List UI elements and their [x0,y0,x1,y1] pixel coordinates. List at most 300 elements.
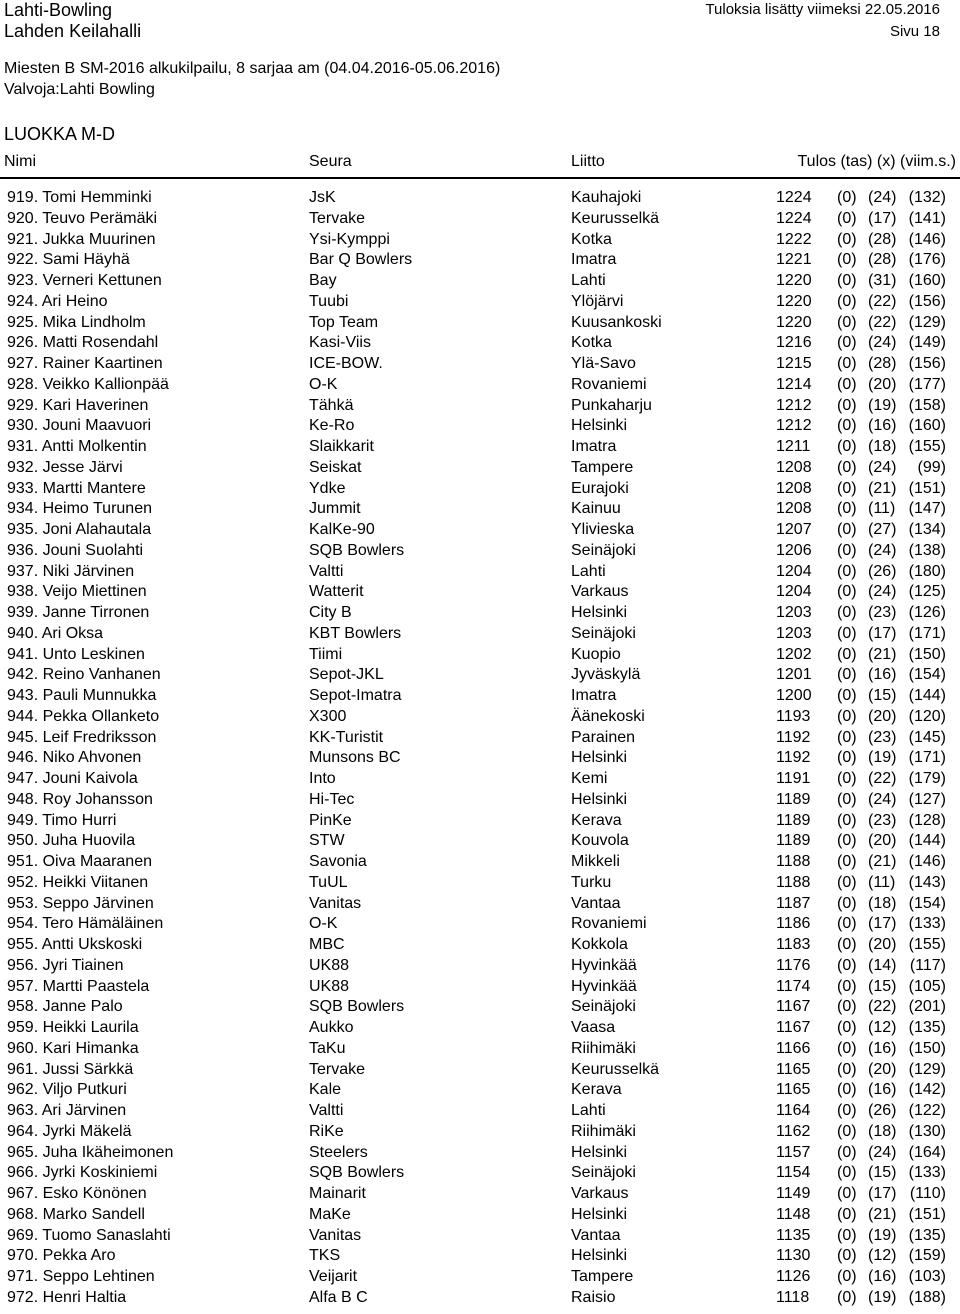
score-cell: 1222 [776,230,812,248]
league-cell: Kokkola [571,936,628,953]
rank-cell: 965. [7,1143,39,1161]
name-text: Seppo Lehtinen [42,1268,155,1285]
name-text: Roy Johansson [42,790,153,808]
x-cell: (14) [868,956,897,974]
x-cell: (11) [868,873,896,891]
table-row [0,811,960,832]
score-cell: 1220 [776,292,812,310]
class-title: LUOKKA M-D [4,124,116,144]
x-cell: (12) [868,1247,897,1265]
club-cell: SQB Bowlers [309,1164,405,1182]
last-series-cell: (110) [909,1185,946,1202]
score-cell: 1201 [776,666,812,684]
x-cell: (19) [868,1226,897,1244]
handicap-cell: (0) [837,956,857,974]
name-text: Joni Alahautala [42,521,152,538]
score-cell: 1191 [776,770,811,787]
player-name [7,1246,116,1266]
x-cell: (15) [868,687,897,704]
name-text: Tero Hämäläinen [42,915,164,933]
last-series-cell: (143) [908,873,946,891]
league-cell: Helsinki [571,417,628,435]
rank-cell: 972. [7,1288,39,1306]
club-cell: RiKe [309,1122,344,1140]
table-row [0,230,960,251]
score-cell: 1220 [776,272,812,289]
table-row [0,790,960,811]
last-series-cell: (180) [908,562,946,580]
table-row [0,956,960,977]
rank-cell: 932. [7,458,39,476]
name-text: Henri Haltia [42,1288,127,1306]
club-cell: Vanitas [309,894,362,912]
player-name [7,313,146,333]
last-series-cell: (151) [908,1205,946,1223]
x-cell: (20) [868,1060,897,1078]
league-cell: Keurusselkä [571,209,660,227]
x-cell: (28) [868,251,897,269]
handicap-cell: (0) [837,1185,857,1202]
last-series-cell: (126) [908,604,946,621]
score-cell: 1154 [776,1164,811,1182]
league-cell: Seinäjoki [571,1164,636,1182]
table-row [0,935,960,956]
club-cell: X300 [309,707,347,725]
league-cell: Helsinki [571,749,628,767]
club-cell: KK-Turistit [309,728,384,746]
table-row [0,977,960,998]
league-cell: Imatra [571,438,617,455]
rank-cell: 923. [7,272,39,289]
score-cell: 1212 [776,396,812,414]
rank-cell: 935. [7,521,39,538]
handicap-cell: (0) [837,1060,857,1078]
handicap-cell: (0) [837,458,857,476]
club-cell: City B [309,604,352,621]
player-name [7,1267,155,1287]
handicap-cell: (0) [837,873,857,891]
score-cell: 1204 [776,583,812,601]
player-name [7,1122,132,1142]
handicap-cell: (0) [837,832,857,850]
score-cell: 1224 [776,189,812,206]
player-name [7,499,152,519]
table-row [0,1018,960,1039]
x-cell: (22) [868,313,897,331]
score-cell: 1130 [776,1247,811,1265]
last-series-cell: (160) [908,417,946,435]
handicap-cell: (0) [837,853,857,870]
league-cell: Imatra [571,251,617,269]
name-text: Kari Himanka [42,1039,139,1057]
name-text: Veijo Miettinen [42,583,147,601]
table-row [0,479,960,500]
last-series-cell: (150) [908,645,946,663]
handicap-cell: (0) [837,687,857,704]
last-series-cell: (141) [908,209,946,227]
last-series-cell: (142) [908,1081,946,1099]
name-text: Timo Hurri [42,811,117,829]
name-text: Niki Järvinen [42,562,135,580]
table-row [0,188,960,209]
player-name [7,520,151,540]
name-text: Veikko Kallionpää [42,375,169,393]
club-cell: Hi-Tec [309,790,355,808]
player-name [7,541,143,561]
score-cell: 1220 [776,313,812,331]
league-cell: Turku [571,873,612,891]
x-cell: (26) [868,1102,897,1119]
handicap-cell: (0) [837,1288,857,1306]
table-row [0,665,960,686]
last-series-cell: (159) [908,1247,946,1265]
score-cell: 1211 [776,438,811,455]
x-cell: (15) [868,1164,897,1182]
league-cell: Kotka [571,230,612,248]
handicap-cell: (0) [837,479,857,497]
table-row [0,437,960,458]
x-cell: (11) [868,500,896,518]
table-row [0,582,960,603]
x-cell: (24) [868,1143,897,1161]
x-cell: (21) [868,853,897,870]
player-name [7,769,138,789]
league-cell: Varkaus [571,583,629,601]
handicap-cell: (0) [837,749,857,767]
club-cell: JsK [309,189,336,206]
competition-title: Miesten B SM-2016 alkukilpailu, 8 sarjaa am (04.04.2016-05.06.2016) [4,60,501,77]
rank-cell: 928. [7,375,39,393]
name-text: Antti Molkentin [41,438,147,455]
x-cell: (19) [868,396,897,414]
player-name [7,873,148,893]
column-header-result: Tulos (tas) (x) (viim.s.) [797,153,956,170]
table-row [0,769,960,790]
league-cell: Seinäjoki [571,541,636,559]
player-name [7,956,124,976]
handicap-cell: (0) [837,1081,857,1099]
club-cell: O-K [309,915,338,933]
club-cell: ICE-BOW. [309,355,383,372]
player-name [7,624,103,644]
score-cell: 1216 [776,334,812,352]
last-series-cell: (151) [908,479,946,497]
rank-cell: 949. [7,811,39,829]
player-name [7,458,123,478]
name-text: Oiva Maaranen [42,853,152,870]
player-name [7,603,149,623]
rank-cell: 966. [7,1164,39,1182]
league-cell: Ylivieska [571,521,635,538]
last-series-cell: (129) [908,1060,946,1078]
rank-cell: 927. [7,355,39,372]
last-series-cell: (133) [908,915,946,933]
last-series-cell: (171) [908,624,946,642]
x-cell: (24) [868,189,897,206]
player-name [7,997,123,1017]
score-cell: 1200 [776,687,812,704]
name-text: Antti Ukskoski [41,936,143,953]
last-series-cell: (201) [908,998,946,1016]
score-cell: 1148 [776,1205,811,1223]
club-cell: Kale [309,1081,342,1099]
club-cell: Mainarit [309,1185,366,1202]
page-number: Sivu 18 [889,23,940,40]
x-cell: (18) [868,438,897,455]
rank-cell: 921. [7,230,39,248]
player-name [7,894,154,914]
player-name [7,1039,139,1059]
last-series-cell: (149) [908,334,946,352]
score-cell: 1126 [776,1268,811,1285]
table-row [0,873,960,894]
player-name [7,354,163,374]
score-cell: 1206 [776,541,812,559]
score-cell: 1157 [776,1143,811,1161]
venue-title: Lahden Keilahalli [4,21,142,41]
x-cell: (24) [868,790,897,808]
club-cell: MBC [309,936,345,953]
handicap-cell: (0) [837,894,857,912]
update-date: Tuloksia lisätty viimeksi 22.05.2016 [705,1,940,18]
last-series-cell: (128) [908,811,946,829]
player-name [7,645,145,665]
score-cell: 1207 [776,521,812,538]
handicap-cell: (0) [837,562,857,580]
handicap-cell: (0) [837,292,857,310]
league-cell: Kemi [571,770,608,787]
league-cell: Rovaniemi [571,375,647,393]
rank-cell: 956. [7,956,39,974]
x-cell: (23) [868,604,897,621]
league-cell: Punkaharju [571,396,652,414]
name-text: Juha Huovila [42,832,136,850]
x-cell: (28) [868,355,897,372]
last-series-cell: (144) [908,687,946,704]
club-cell: MaKe [309,1205,351,1223]
rank-cell: 942. [7,666,39,684]
score-cell: 1189 [776,790,811,808]
handicap-cell: (0) [837,583,857,601]
rank-cell: 925. [7,313,39,331]
rank-cell: 961. [7,1060,39,1078]
last-series-cell: (134) [908,521,946,538]
score-cell: 1203 [776,604,812,621]
name-text: Matti Rosendahl [42,334,159,352]
player-name [7,790,153,810]
rank-cell: 951. [7,853,39,870]
x-cell: (18) [868,894,897,912]
table-row [0,271,960,292]
rank-cell: 930. [7,417,39,435]
club-cell: TKS [309,1247,341,1265]
x-cell: (26) [868,562,897,580]
table-row [0,499,960,520]
rank-cell: 954. [7,915,39,933]
club-cell: SQB Bowlers [309,541,405,559]
score-cell: 1118 [776,1288,810,1306]
name-text: Juha Ikäheimonen [42,1143,174,1161]
league-cell: Keurusselkä [571,1060,660,1078]
x-cell: (18) [868,1122,897,1140]
club-cell: PinKe [309,811,352,829]
score-cell: 1135 [776,1226,811,1244]
rank-cell: 947. [7,770,39,787]
name-text: Viljo Putkuri [42,1081,127,1099]
table-row [0,1226,960,1247]
name-text: Marko Sandell [42,1205,145,1223]
handicap-cell: (0) [837,1102,857,1119]
player-name [7,1226,171,1246]
name-text: Jyrki Koskiniemi [42,1164,158,1182]
x-cell: (24) [868,334,897,352]
club-cell: Tähkä [309,396,354,414]
league-cell: Äänekoski [571,707,645,725]
rank-cell: 945. [7,728,39,746]
table-row [0,313,960,334]
league-cell: Varkaus [571,1185,629,1202]
handicap-cell: (0) [837,666,857,684]
handicap-cell: (0) [837,313,857,331]
player-name [7,852,152,872]
club-cell: Vanitas [309,1226,362,1244]
last-series-cell: (117) [909,956,946,974]
player-name [7,977,149,997]
last-series-cell: (146) [908,230,946,248]
player-name [7,686,156,706]
name-text: Sami Häyhä [42,251,130,269]
club-cell: O-K [309,375,338,393]
club-cell: Seiskat [309,458,362,476]
score-cell: 1162 [776,1122,811,1140]
league-cell: Seinäjoki [571,624,636,642]
name-text: Janne Tirronen [42,604,150,621]
club-cell: Ydke [309,479,346,497]
last-series-cell: (120) [908,707,946,725]
club-cell: Sepot-JKL [309,666,384,684]
rank-cell: 971. [7,1268,39,1285]
rank-cell: 924. [7,292,39,310]
rank-cell: 926. [7,334,39,352]
name-text: Jukka Muurinen [42,230,156,248]
table-row [0,707,960,728]
league-cell: Lahti [571,272,606,289]
header-divider [0,177,960,179]
handicap-cell: (0) [837,251,857,269]
player-name [7,728,156,748]
club-cell: Ke-Ro [309,417,355,435]
table-row [0,914,960,935]
last-series-cell: (133) [908,1164,946,1182]
handicap-cell: (0) [837,355,857,372]
club-cell: Tuubi [309,292,349,310]
handicap-cell: (0) [837,728,857,746]
league-cell: Kerava [571,811,622,829]
table-row [0,1080,960,1101]
last-series-cell: (145) [908,728,946,746]
name-text: Reino Vanhanen [42,666,161,684]
rank-cell: 963. [7,1102,39,1119]
rank-cell: 962. [7,1081,39,1099]
table-row [0,894,960,915]
table-row [0,250,960,271]
table-row [0,1122,960,1143]
score-cell: 1203 [776,624,812,642]
club-cell: Steelers [309,1143,368,1161]
table-row [0,209,960,230]
rank-cell: 933. [7,479,39,497]
player-name [7,292,108,312]
club-cell: Savonia [309,853,367,870]
x-cell: (15) [868,977,897,995]
rank-cell: 922. [7,251,39,269]
name-text: Mika Lindholm [42,313,146,331]
player-name [7,188,152,208]
club-cell: Watterit [309,583,364,601]
score-cell: 1214 [776,375,812,393]
rank-cell: 968. [7,1205,39,1223]
handicap-cell: (0) [837,604,857,621]
club-cell: TaKu [309,1039,346,1057]
name-text: Jouni Kaivola [42,770,138,787]
handicap-cell: (0) [837,915,857,933]
player-name [7,1288,126,1308]
table-row [0,292,960,313]
x-cell: (16) [868,1268,897,1285]
rank-cell: 943. [7,687,39,704]
league-cell: Helsinki [571,1247,628,1265]
club-cell: KBT Bowlers [309,624,402,642]
column-header-name: Nimi [4,153,36,170]
handicap-cell: (0) [837,396,857,414]
score-cell: 1193 [776,707,811,725]
name-text: Jesse Järvi [42,458,123,476]
x-cell: (12) [868,1019,897,1036]
x-cell: (23) [868,728,897,746]
x-cell: (16) [868,1081,897,1099]
handicap-cell: (0) [837,209,857,227]
league-cell: Hyvinkää [571,956,637,974]
player-name [7,479,146,499]
league-cell: Rovaniemi [571,915,647,933]
league-cell: Kotka [571,334,612,352]
handicap-cell: (0) [837,645,857,663]
name-text: Leif Fredriksson [42,728,157,746]
club-cell: Bar Q Bowlers [309,251,413,269]
name-text: Martti Mantere [42,479,146,497]
name-text: Verneri Kettunen [42,272,162,289]
league-cell: Helsinki [571,790,628,808]
x-cell: (16) [868,417,897,435]
score-cell: 1202 [776,645,812,663]
rank-cell: 950. [7,832,39,850]
league-cell: Raisio [571,1288,616,1306]
score-cell: 1189 [776,811,811,829]
rank-cell: 959. [7,1019,39,1036]
handicap-cell: (0) [837,790,857,808]
table-row [0,1205,960,1226]
last-series-cell: (138) [908,541,946,559]
club-cell: Sepot-Imatra [309,687,402,704]
score-cell: 1188 [776,853,811,870]
player-name [7,582,147,602]
results-table [0,188,960,1309]
league-cell: Mikkeli [571,853,620,870]
rank-cell: 944. [7,707,39,725]
club-cell: Tervake [309,209,366,227]
name-text: Pauli Munnukka [42,687,157,704]
league-cell: Seinäjoki [571,998,636,1016]
